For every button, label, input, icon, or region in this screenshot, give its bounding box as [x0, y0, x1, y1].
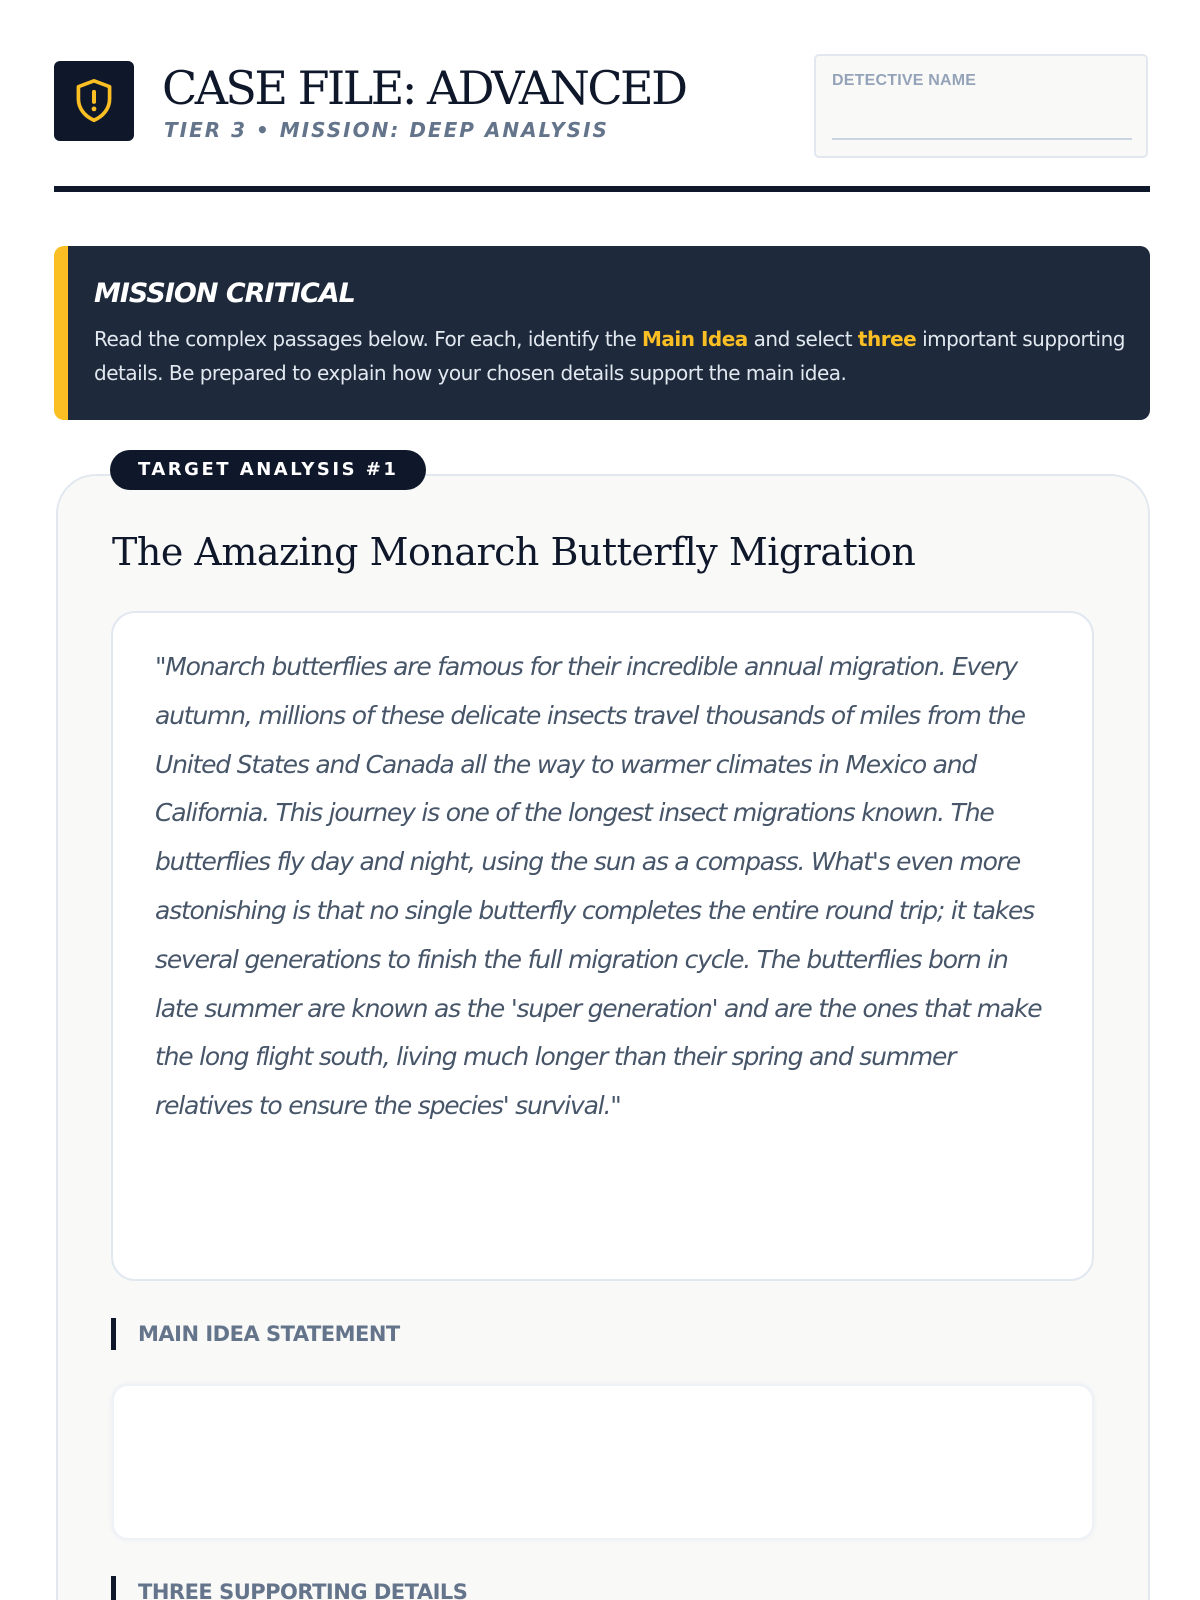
supporting-details-label: THREE SUPPORTING DETAILS — [111, 1576, 467, 1600]
page-header — [54, 54, 1150, 194]
header-divider — [54, 186, 1150, 192]
target-analysis-badge: TARGET ANALYSIS #1 — [110, 450, 426, 490]
passage-title: The Amazing Monarch Butterfly Migration — [112, 530, 916, 574]
page-title: CASE FILE: ADVANCED — [162, 61, 686, 115]
instruction-text: Read the complex passages below. For each, identify the — [94, 327, 643, 351]
detective-name-label: DETECTIVE NAME — [832, 72, 977, 89]
passage-text: "Monarch butterflies are famous for their incredible annual migration. Every autumn, millions of these delicate insects travel thousands of miles from the United States and Canada all the way to warmer climates in Mexico and California. This journey is one of the longest insect migrations known. The butterflies fly day and night, using the sun as a compass. What's even more astonishing is that no single butterfly completes the entire round trip; it takes several generations to finish the full migration cycle. The butterflies born in late summer are known as the 'super generation' and are the ones that make the long flight south, living much longer than their spring and summer relatives to ensure the species' survival." — [155, 652, 1042, 1121]
detective-name-input[interactable] — [832, 96, 1132, 140]
highlight-main-idea: Main Idea — [642, 327, 748, 351]
mission-title: MISSION CRITICAL — [94, 278, 355, 309]
detective-name-field — [814, 54, 1148, 158]
logo-badge — [54, 61, 134, 141]
instruction-text: important supporting details. Be prepared to explain how your chosen details support the main idea. — [94, 327, 1125, 385]
mission-instructions — [94, 322, 1134, 390]
instruction-text: and select — [747, 327, 858, 351]
shield-alert-icon — [72, 76, 116, 126]
highlight-three: three — [857, 327, 917, 351]
main-idea-label: MAIN IDEA STATEMENT — [111, 1318, 400, 1350]
main-idea-input[interactable] — [112, 1384, 1094, 1540]
mission-critical-panel — [54, 246, 1150, 420]
page-subtitle: TIER 3 • MISSION: DEEP ANALYSIS — [164, 118, 609, 142]
passage-box — [111, 611, 1094, 1281]
